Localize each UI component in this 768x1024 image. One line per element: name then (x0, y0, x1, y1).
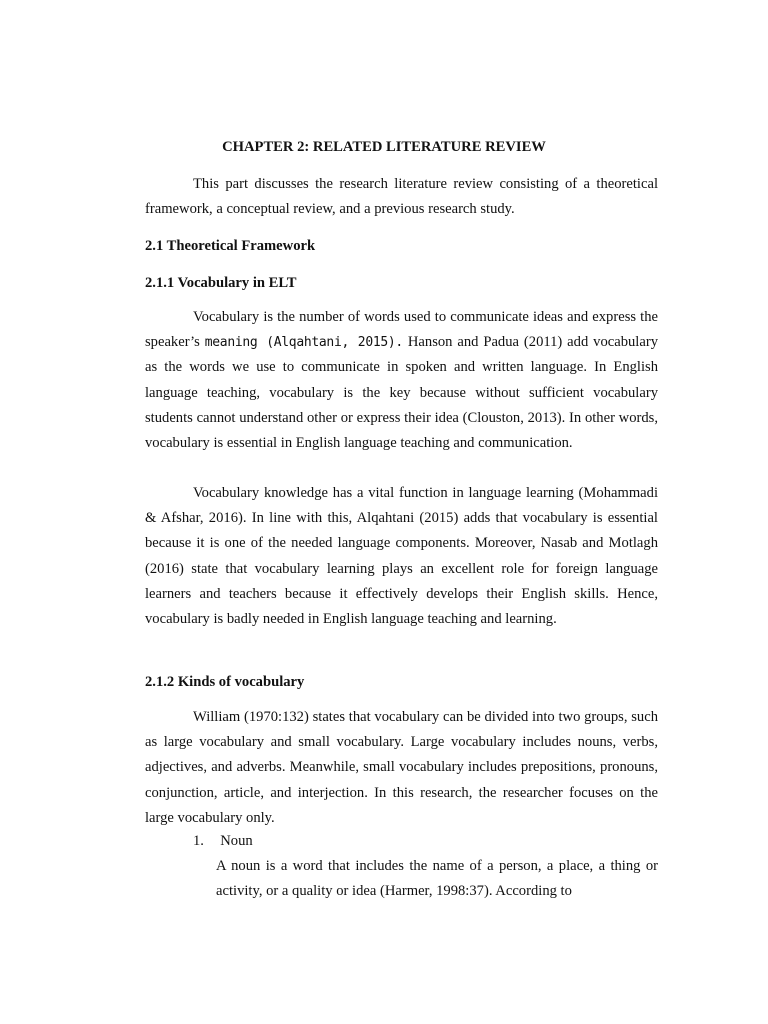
list-item-body: A noun is a word that includes the name of a person, a place, a thing or activity, or a quality or idea (Harmer, 1998:37). According to (216, 858, 658, 900)
kinds-vocabulary-paragraph: William (1970:132) states that vocabulary can be divided into two groups, such as large vocabulary and small vocabulary. Large vocabulary includes nouns, verbs, adjectives, and adverbs. Meanwhile, small vocabulary includes prepositions, pronouns, conjunction, article, and interjection. In this research, the researcher focuses on the large vocabulary only. (145, 709, 658, 826)
list-term: Noun (220, 833, 253, 849)
paragraph-text: Vocabulary is the number of words used to communicate ideas and express the speaker’s (145, 309, 658, 351)
list-item (193, 831, 253, 851)
section-heading-2-1-1: 2.1.1 Vocabulary in ELT (145, 275, 297, 291)
vocabulary-elt-paragraph-1 (145, 305, 658, 456)
section-heading-2-1: 2.1 Theoretical Framework (145, 238, 316, 254)
vocabulary-elt-paragraph-2: Vocabulary knowledge has a vital function in language learning (Mohammadi & Afshar, 2016). In line with this, Alqahtani (2015) adds that vocabulary is essential because it is one of the needed language components. Moreover, Nasab and Motlagh (2016) state that vocabulary learning plays an excellent role for foreign language learners and teachers because it effectively develops their English skills. Hence, vocabulary is badly needed in English language teaching and learning. (145, 485, 658, 628)
chapter-title: CHAPTER 2: RELATED LITERATURE REVIEW (222, 139, 546, 155)
intro-paragraph: This part discusses the research literature review consisting of a theoretical framework, a conceptual review, and a previous research study. (145, 176, 658, 218)
section-heading-2-1-2: 2.1.2 Kinds of vocabulary (145, 674, 305, 690)
list-number: 1. (193, 833, 204, 849)
citation-text: meaning (Alqahtani, 2015). (204, 335, 403, 351)
paragraph-text: Hanson and Padua (2011) add vocabulary as the words we use to communicate in spoken and written language. In English language teaching, vocabulary is the key because without sufficient vocabulary students cannot understand other or express their idea (Clouston, 2013). In other words, vocabulary is essential in English language teaching and communication. (145, 334, 658, 452)
